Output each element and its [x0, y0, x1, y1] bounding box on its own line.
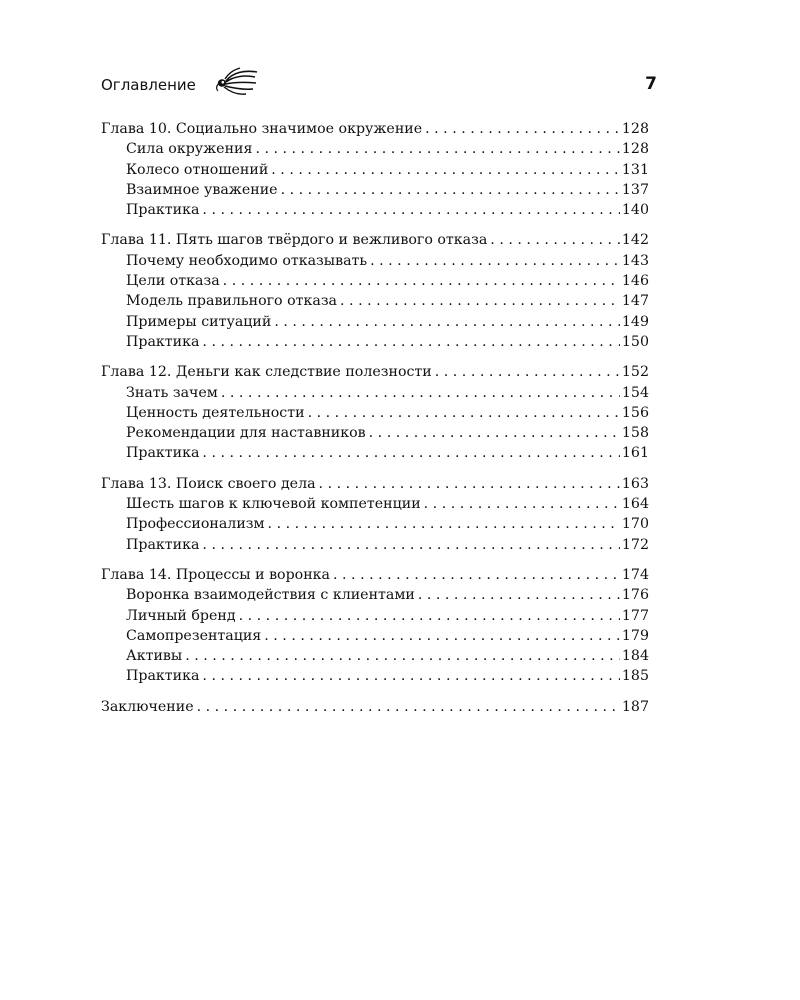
toc-chapter	[101, 697, 649, 717]
toc-section-entry[interactable]	[101, 251, 649, 271]
page-ref: 161	[621, 445, 649, 462]
toc-chapter	[101, 474, 649, 555]
dot-leader	[202, 535, 619, 555]
dot-leader	[435, 362, 620, 382]
toc-section-entry[interactable]	[101, 139, 649, 159]
section-title: Почему необходимо отказывать	[126, 252, 368, 269]
chapter-title: Заключение	[101, 698, 194, 715]
section-title: Воронка взаимодействия с клиентами	[126, 587, 415, 604]
dot-leader	[333, 565, 620, 585]
page-ref: 184	[621, 648, 649, 665]
spiral-ornament-icon	[213, 66, 259, 96]
toc-section-entry[interactable]	[101, 535, 649, 555]
dot-leader	[268, 514, 620, 534]
page-ref: 163	[621, 475, 649, 492]
section-title: Знать зачем	[126, 384, 218, 401]
section-title: Примеры ситуаций	[126, 313, 272, 330]
section-title: Самопрезентация	[126, 627, 262, 644]
dot-leader	[424, 494, 620, 514]
toc-chapter-entry[interactable]	[101, 230, 649, 250]
dot-leader	[308, 403, 620, 423]
page-ref: 156	[621, 404, 649, 421]
toc-chapter-entry[interactable]	[101, 119, 649, 139]
page-ref: 154	[621, 384, 649, 401]
chapter-title: Глава 14. Процессы и воронка	[101, 566, 331, 583]
dot-leader	[319, 474, 620, 494]
dot-leader	[370, 251, 620, 271]
toc-section-entry[interactable]	[101, 403, 649, 423]
toc-chapter-entry[interactable]	[101, 474, 649, 494]
toc-section-entry[interactable]	[101, 443, 649, 463]
dot-leader	[202, 200, 619, 220]
dot-leader	[418, 585, 620, 605]
page-ref: 174	[621, 566, 649, 583]
section-title: Взаимное уважение	[126, 181, 278, 198]
dot-leader	[197, 697, 620, 717]
page-ref: 143	[621, 252, 649, 269]
dot-leader	[264, 626, 620, 646]
section-title: Практика	[126, 536, 200, 553]
section-title: Практика	[126, 445, 200, 462]
toc-section-entry[interactable]	[101, 666, 649, 686]
toc-section-entry[interactable]	[101, 271, 649, 291]
dot-leader	[274, 312, 620, 332]
toc-section-entry[interactable]	[101, 332, 649, 352]
chapter-title: Глава 11. Пять шагов твёрдого и вежливого отказа	[101, 232, 488, 249]
page-ref: 149	[621, 313, 649, 330]
page-ref: 128	[621, 141, 649, 158]
page-header	[101, 66, 657, 106]
page-ref: 140	[621, 202, 649, 219]
toc-section-entry[interactable]	[101, 160, 649, 180]
page-ref: 172	[621, 536, 649, 553]
dot-leader	[185, 646, 620, 666]
toc-section-entry[interactable]	[101, 494, 649, 514]
page-ref: 147	[621, 293, 649, 310]
dot-leader	[202, 332, 619, 352]
page-ref: 177	[621, 607, 649, 624]
dot-leader	[271, 160, 620, 180]
toc-chapter-entry[interactable]	[101, 697, 649, 717]
toc-section-entry[interactable]	[101, 312, 649, 332]
toc-section-entry[interactable]	[101, 423, 649, 443]
page-ref: 152	[621, 364, 649, 381]
page-number: 7	[645, 74, 657, 94]
page-ref: 164	[621, 496, 649, 513]
page-ref: 150	[621, 333, 649, 350]
section-title: Колесо отношений	[126, 161, 269, 178]
page-ref: 170	[621, 516, 649, 533]
toc-chapter-entry[interactable]	[101, 565, 649, 585]
dot-leader	[281, 180, 620, 200]
section-title: Практика	[126, 202, 200, 219]
dot-leader	[239, 606, 620, 626]
page-ref: 128	[621, 121, 649, 137]
toc-chapter	[101, 230, 649, 352]
section-title: Модель правильного отказа	[126, 293, 338, 310]
section-title: Оглавление	[101, 76, 196, 94]
page-ref: 137	[621, 181, 649, 198]
table-of-contents	[101, 119, 649, 727]
section-title: Цели отказа	[126, 273, 220, 290]
dot-leader	[490, 230, 620, 250]
page-ref: 185	[621, 668, 649, 685]
toc-section-entry[interactable]	[101, 585, 649, 605]
toc-chapter-entry[interactable]	[101, 362, 649, 382]
toc-section-entry[interactable]	[101, 383, 649, 403]
toc-section-entry[interactable]	[101, 180, 649, 200]
section-title: Ценность деятельности	[126, 404, 305, 421]
toc-section-entry[interactable]	[101, 626, 649, 646]
section-title: Рекомендации для наставников	[126, 425, 366, 442]
dot-leader	[255, 139, 619, 159]
chapter-title: Глава 10. Социально значимое окружение	[101, 121, 423, 137]
toc-section-entry[interactable]	[101, 200, 649, 220]
section-title: Профессионализм	[126, 516, 265, 533]
chapter-title: Глава 12. Деньги как следствие полезности	[101, 364, 432, 381]
toc-section-entry[interactable]	[101, 514, 649, 534]
dot-leader	[221, 383, 620, 403]
page-ref: 187	[621, 698, 649, 715]
dot-leader	[223, 271, 620, 291]
section-title: Шесть шагов к ключевой компетенции	[126, 496, 421, 513]
page-ref: 176	[621, 587, 649, 604]
toc-chapter	[101, 362, 649, 463]
toc-chapter	[101, 119, 649, 220]
toc-chapter	[101, 565, 649, 687]
page-ref: 131	[621, 161, 649, 178]
page-ref: 142	[621, 232, 649, 249]
dot-leader	[202, 443, 619, 463]
section-title: Личный бренд	[126, 607, 236, 624]
page-ref: 158	[621, 425, 649, 442]
page-ref: 179	[621, 627, 649, 644]
section-title: Практика	[126, 668, 200, 685]
dot-leader	[202, 666, 619, 686]
toc-section-entry[interactable]	[101, 606, 649, 626]
dot-leader	[340, 291, 620, 311]
section-title: Практика	[126, 333, 200, 350]
section-title: Сила окружения	[126, 141, 253, 158]
toc-section-entry[interactable]	[101, 646, 649, 666]
chapter-title: Глава 13. Поиск своего дела	[101, 475, 316, 492]
toc-section-entry[interactable]	[101, 291, 649, 311]
dot-leader	[369, 423, 620, 443]
section-title: Активы	[126, 648, 183, 665]
dot-leader	[425, 119, 620, 139]
page-ref: 146	[621, 273, 649, 290]
